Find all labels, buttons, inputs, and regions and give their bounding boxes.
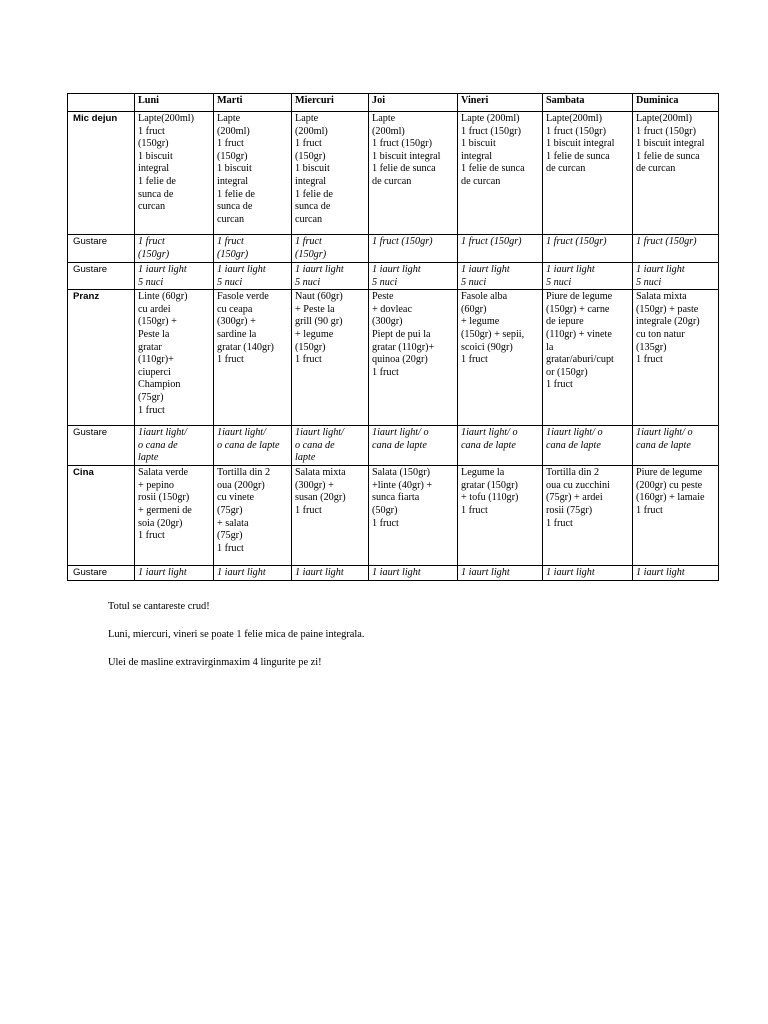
- meal-line: Tortilla din 2: [546, 467, 600, 479]
- meal-line: + legume: [461, 316, 500, 328]
- meal-line: 1 felie de sunca: [372, 163, 436, 175]
- meal-line: quinoa (20gr): [372, 354, 428, 366]
- meal-line: 1 fruct: [295, 504, 322, 516]
- meal-line: gratar (140gr): [217, 341, 274, 353]
- meal-line: + germeni de: [138, 504, 192, 516]
- meal-cell: [292, 112, 369, 235]
- meal-cell: [633, 263, 719, 290]
- meal-line: Lapte: [372, 113, 396, 124]
- meal-cell: [292, 466, 369, 566]
- meal-line: 1 fruct: [295, 354, 322, 366]
- meal-line: 5 nuci: [461, 276, 487, 288]
- meal-cell: [214, 112, 292, 235]
- meal-cell: [214, 263, 292, 290]
- meal-line: 1iaurt light/: [217, 427, 266, 439]
- header-row: [68, 94, 719, 112]
- meal-line: Salata mixta: [636, 291, 687, 303]
- meal-line: gratar/aburi/cupt: [546, 354, 614, 366]
- meal-cell: [458, 466, 543, 566]
- meal-line: Piure de legume: [636, 467, 703, 479]
- meal-line: (75gr) + ardei: [546, 492, 603, 504]
- meal-line: (150gr): [295, 248, 327, 260]
- meal-cell: [135, 466, 214, 566]
- meal-cell: [135, 112, 214, 235]
- meal-line: de iepure: [546, 316, 584, 328]
- meal-line: 1 fruct (150gr): [461, 125, 521, 137]
- meal-line: + tofu (110gr): [461, 492, 519, 504]
- meal-line: integral: [217, 175, 249, 187]
- meal-line: ciuperci: [138, 366, 171, 378]
- meal-cell: [633, 566, 719, 581]
- meal-line: (300gr) +: [295, 479, 334, 491]
- meal-line: sunca de: [138, 188, 174, 200]
- meal-plan-table: [67, 93, 719, 581]
- meal-line: 1iaurt light/ o: [636, 427, 693, 439]
- meal-line: sunca fiarta: [372, 492, 420, 504]
- meal-line: 1 biscuit: [138, 150, 173, 162]
- meal-cell: [214, 426, 292, 466]
- meal-line: 1 iaurt light: [546, 567, 595, 579]
- meal-line: (110gr)+: [138, 354, 174, 366]
- meal-line: 1 felie de: [138, 175, 176, 187]
- meal-line: Fasole alba: [461, 291, 508, 303]
- meal-cell: [633, 466, 719, 566]
- meal-line: cu vinete: [217, 492, 255, 504]
- meal-cell: [543, 566, 633, 581]
- meal-row: [68, 263, 719, 290]
- meal-line: 1 felie de: [295, 188, 333, 200]
- meal-row: [68, 112, 719, 235]
- meal-line: 5 nuci: [138, 276, 164, 288]
- meal-label: Gustare: [68, 263, 135, 290]
- meal-cell: [543, 426, 633, 466]
- meal-cell: [214, 566, 292, 581]
- note-olive-oil: Ulei de masline extravirginmaxim 4 lingurite pe zi!: [108, 657, 322, 668]
- meal-line: Lapte(200ml): [138, 113, 195, 124]
- meal-line: sunca de: [295, 201, 331, 213]
- meal-cell: [369, 566, 458, 581]
- meal-line: + pepino: [138, 479, 175, 491]
- meal-line: Fasole verde: [217, 291, 269, 303]
- meal-cell: [458, 112, 543, 235]
- meal-line: 1iaurt light/ o: [372, 427, 429, 439]
- meal-line: Salata mixta: [295, 467, 346, 479]
- meal-line: (150gr) + sepii,: [461, 328, 525, 340]
- meal-line: 1 felie de sunca: [636, 150, 700, 162]
- meal-line: 1 iaurt light: [138, 264, 187, 275]
- meal-label: Mic dejun: [68, 112, 135, 235]
- meal-cell: [543, 263, 633, 290]
- meal-line: (160gr) + lamaie: [636, 492, 705, 504]
- meal-line: (150gr): [217, 150, 248, 162]
- meal-line: + salata: [217, 517, 249, 529]
- meal-line: susan (20gr): [295, 492, 346, 504]
- meal-line: o cana de lapte: [217, 439, 280, 451]
- meal-cell: [135, 263, 214, 290]
- meal-line: (75gr): [217, 530, 243, 542]
- meal-row: [68, 466, 719, 566]
- meal-line: (150gr): [138, 138, 169, 150]
- meal-line: 1 fruct (150gr): [461, 236, 522, 247]
- meal-line: o cana de: [295, 439, 335, 451]
- meal-line: de curcan: [546, 163, 586, 175]
- meal-line: (150gr) +: [138, 316, 177, 328]
- meal-line: 1 fruct (150gr): [372, 138, 432, 150]
- meal-line: de curcan: [461, 175, 501, 187]
- meal-line: Linte (60gr): [138, 291, 188, 303]
- meal-cell: [458, 426, 543, 466]
- meal-line: (50gr): [372, 504, 398, 516]
- meal-line: 1 felie de: [217, 188, 255, 200]
- meal-cell: [292, 235, 369, 263]
- meal-line: 1 biscuit integral: [636, 138, 705, 150]
- meal-line: + dovleac: [372, 303, 412, 315]
- meal-line: 1 fruct: [138, 125, 165, 137]
- meal-cell: [369, 466, 458, 566]
- meal-line: Lapte: [217, 113, 241, 124]
- meal-line: Piure de legume: [546, 291, 613, 303]
- meal-line: lapte: [138, 452, 159, 464]
- meal-line: 1 fruct: [636, 354, 663, 366]
- day-header: Joi: [369, 94, 458, 112]
- meal-line: integral: [138, 163, 170, 175]
- meal-cell: [214, 466, 292, 566]
- meal-cell: [369, 235, 458, 263]
- meal-cell: [135, 235, 214, 263]
- meal-line: soia (20gr): [138, 517, 183, 529]
- meal-cell: [633, 426, 719, 466]
- meal-line: (75gr): [138, 391, 164, 403]
- meal-cell: [292, 263, 369, 290]
- meal-line: 1 biscuit integral: [546, 138, 615, 150]
- meal-line: de curcan: [636, 163, 676, 175]
- meal-line: (200ml): [217, 125, 250, 137]
- meal-line: 1 iaurt light: [295, 264, 344, 275]
- meal-line: de curcan: [372, 175, 412, 187]
- meal-line: la: [546, 341, 554, 353]
- meal-line: 1iaurt light/: [138, 427, 187, 439]
- meal-line: Peste: [372, 291, 394, 303]
- meal-line: + Peste la: [295, 303, 335, 315]
- meal-cell: [292, 426, 369, 466]
- meal-row: [68, 290, 719, 426]
- meal-line: gratar (150gr): [461, 479, 518, 491]
- meal-line: or (150gr): [546, 366, 588, 378]
- meal-line: integrale (20gr): [636, 316, 700, 328]
- meal-cell: [369, 263, 458, 290]
- day-header: Vineri: [458, 94, 543, 112]
- meal-line: 1 biscuit: [295, 163, 330, 175]
- day-header: Luni: [135, 94, 214, 112]
- meal-line: oua (200gr): [217, 479, 265, 491]
- meal-line: 1 iaurt light: [546, 264, 595, 275]
- meal-line: 5 nuci: [295, 276, 321, 288]
- meal-row: [68, 235, 719, 263]
- corner-cell: [68, 94, 135, 112]
- meal-line: gratar (110gr)+: [372, 341, 435, 353]
- meal-line: cana de lapte: [546, 439, 601, 451]
- meal-line: (200ml): [372, 125, 405, 137]
- meal-line: 1 fruct: [138, 404, 165, 416]
- meal-line: curcan: [217, 213, 245, 225]
- meal-line: cu ton natur: [636, 328, 685, 340]
- meal-line: (75gr): [217, 504, 243, 516]
- meal-line: 1iaurt light/ o: [461, 427, 518, 439]
- meal-line: 1 fruct: [138, 530, 165, 542]
- meal-line: cana de lapte: [372, 439, 427, 451]
- meal-line: Naut (60gr): [295, 291, 343, 303]
- meal-line: Tortilla din 2: [217, 467, 271, 479]
- meal-line: scoici (90gr): [461, 341, 513, 353]
- meal-line: 1 iaurt light: [461, 264, 510, 275]
- meal-line: Champion: [138, 379, 181, 391]
- meal-line: Peste la: [138, 328, 170, 340]
- meal-line: (300gr): [372, 316, 403, 328]
- meal-line: (150gr) + paste: [636, 303, 699, 315]
- meal-line: 1 fruct: [295, 236, 322, 247]
- meal-cell: [633, 290, 719, 426]
- meal-line: rosii (150gr): [138, 492, 190, 504]
- meal-line: 5 nuci: [546, 276, 572, 288]
- meal-line: 5 nuci: [372, 276, 398, 288]
- meal-line: 1 fruct: [217, 542, 244, 554]
- meal-line: 1 fruct (150gr): [546, 236, 607, 247]
- meal-line: 1 felie de sunca: [461, 163, 525, 175]
- meal-cell: [543, 466, 633, 566]
- meal-line: (135gr): [636, 341, 667, 353]
- meal-line: 1 iaurt light: [461, 567, 510, 579]
- meal-line: 1 biscuit: [217, 163, 252, 175]
- meal-line: 1 iaurt light: [295, 567, 344, 579]
- meal-line: 1 fruct (150gr): [546, 125, 606, 137]
- meal-cell: [458, 263, 543, 290]
- meal-label: Gustare: [68, 566, 135, 581]
- meal-line: 1iaurt light/: [295, 427, 344, 439]
- meal-line: Lapte (200ml): [461, 113, 520, 124]
- meal-cell: [369, 112, 458, 235]
- meal-line: 1 biscuit: [461, 138, 496, 150]
- meal-cell: [543, 235, 633, 263]
- meal-line: 1 fruct: [546, 517, 573, 529]
- meal-cell: [369, 290, 458, 426]
- meal-line: +linte (40gr) +: [372, 479, 433, 491]
- meal-cell: [214, 235, 292, 263]
- meal-line: (150gr): [138, 248, 170, 260]
- meal-cell: [369, 426, 458, 466]
- note-raw-weight: Totul se cantareste crud!: [108, 601, 210, 612]
- meal-line: 1 fruct: [138, 236, 165, 247]
- meal-line: Salata (150gr): [372, 467, 430, 479]
- meal-line: 1 fruct: [372, 517, 399, 529]
- meal-line: cana de lapte: [461, 439, 516, 451]
- meal-label: Cina: [68, 466, 135, 566]
- meal-line: curcan: [295, 213, 323, 225]
- meal-line: 1 fruct (150gr): [372, 236, 433, 247]
- meal-line: (60gr): [461, 303, 487, 315]
- meal-cell: [292, 290, 369, 426]
- meal-line: Lapte(200ml): [546, 113, 603, 124]
- meal-line: cu ardei: [138, 303, 171, 315]
- meal-line: lapte: [295, 452, 316, 464]
- meal-cell: [458, 235, 543, 263]
- meal-label: Gustare: [68, 426, 135, 466]
- meal-label: Gustare: [68, 235, 135, 263]
- meal-line: 1 fruct: [546, 379, 573, 391]
- meal-cell: [458, 566, 543, 581]
- day-header: Marti: [214, 94, 292, 112]
- meal-line: gratar: [138, 341, 162, 353]
- meal-line: 1 felie de sunca: [546, 150, 610, 162]
- meal-line: 1 fruct: [372, 366, 399, 378]
- meal-line: 1 fruct: [461, 504, 488, 516]
- meal-line: 1 iaurt light: [217, 567, 266, 579]
- meal-line: Piept de pui la: [372, 328, 431, 340]
- meal-line: (150gr) + carne: [546, 303, 610, 315]
- meal-line: 1 biscuit integral: [372, 150, 441, 162]
- meal-line: (200gr) cu peste: [636, 479, 703, 491]
- meal-cell: [543, 290, 633, 426]
- meal-line: rosii (75gr): [546, 504, 593, 516]
- meal-line: 1 fruct: [461, 354, 488, 366]
- meal-line: 1 fruct (150gr): [636, 125, 696, 137]
- meal-line: (150gr): [295, 150, 326, 162]
- meal-line: 1 fruct: [636, 504, 663, 516]
- meal-line: 1 iaurt light: [636, 567, 685, 579]
- meal-line: 5 nuci: [636, 276, 662, 288]
- meal-line: sardine la: [217, 328, 257, 340]
- meal-line: 1 iaurt light: [636, 264, 685, 275]
- meal-line: Lapte(200ml): [636, 113, 693, 124]
- meal-line: 1 iaurt light: [138, 567, 187, 579]
- meal-line: (200ml): [295, 125, 328, 137]
- meal-line: 1 iaurt light: [217, 264, 266, 275]
- meal-line: sunca de: [217, 201, 253, 213]
- meal-line: 1iaurt light/ o: [546, 427, 603, 439]
- meal-line: 1 fruct: [217, 354, 244, 366]
- meal-line: cu ceapa: [217, 303, 253, 315]
- meal-cell: [633, 235, 719, 263]
- note-bread: Luni, miercuri, vineri se poate 1 felie mica de paine integrala.: [108, 629, 365, 640]
- meal-line: + legume: [295, 328, 334, 340]
- meal-cell: [633, 112, 719, 235]
- meal-line: 1 fruct (150gr): [636, 236, 697, 247]
- meal-line: integral: [295, 175, 327, 187]
- meal-line: grill (90 gr): [295, 316, 343, 328]
- meal-line: curcan: [138, 201, 166, 213]
- meal-cell: [292, 566, 369, 581]
- meal-line: integral: [461, 150, 493, 162]
- meal-line: (110gr) + vinete: [546, 328, 612, 340]
- meal-line: 1 fruct: [217, 236, 244, 247]
- meal-line: (150gr): [217, 248, 249, 260]
- day-header: Sambata: [543, 94, 633, 112]
- meal-line: cana de lapte: [636, 439, 691, 451]
- meal-line: 1 fruct: [217, 138, 244, 150]
- meal-line: 5 nuci: [217, 276, 243, 288]
- meal-cell: [135, 426, 214, 466]
- meal-line: Legume la: [461, 467, 505, 479]
- meal-cell: [458, 290, 543, 426]
- meal-cell: [214, 290, 292, 426]
- meal-row: [68, 426, 719, 466]
- meal-line: oua cu zucchini: [546, 479, 610, 491]
- meal-line: 1 iaurt light: [372, 264, 421, 275]
- meal-line: 1 iaurt light: [372, 567, 421, 579]
- meal-line: Salata verde: [138, 467, 189, 479]
- meal-line: Lapte: [295, 113, 319, 124]
- meal-line: o cana de: [138, 439, 178, 451]
- day-header: Duminica: [633, 94, 719, 112]
- meal-row: [68, 566, 719, 581]
- meal-line: 1 fruct: [295, 138, 322, 150]
- meal-cell: [135, 290, 214, 426]
- day-header: Miercuri: [292, 94, 369, 112]
- meal-cell: [543, 112, 633, 235]
- meal-cell: [135, 566, 214, 581]
- meal-label: Pranz: [68, 290, 135, 426]
- meal-line: (300gr) +: [217, 316, 256, 328]
- meal-line: (150gr): [295, 341, 326, 353]
